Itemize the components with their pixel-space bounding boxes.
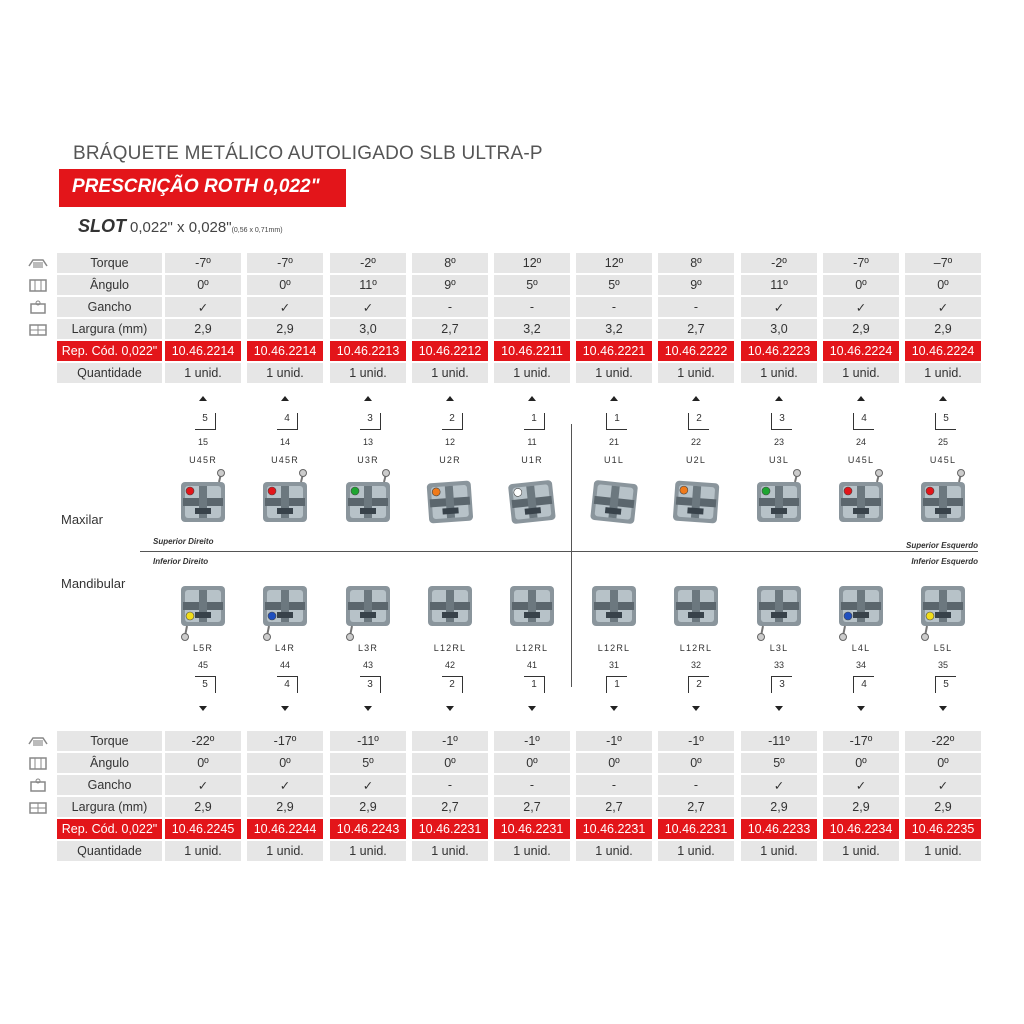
cell-gancho: - [494,297,570,317]
tooth-code: L4L [851,643,871,653]
tooth-quadrant-symbol: 2 [442,676,463,693]
cell-torque: -22º [165,731,241,751]
tooth-number: 33 [773,660,784,670]
cell-angulo: 5º [494,275,570,295]
cell-gancho: - [412,297,488,317]
tooth-number: 12 [444,437,455,447]
upper-bracket-24 [831,468,891,543]
cell-gancho: ✓ [823,775,899,795]
cell-largura: 3,2 [576,319,652,339]
tooth-number: 45 [197,660,208,670]
cell-largura: 2,7 [658,797,734,817]
vertical-divider [571,424,572,687]
arrow-up-icon [446,396,454,401]
cell-rep: 10.46.2212 [412,341,488,361]
slot-spec [78,216,283,237]
prescription-banner-text: PRESCRIÇÃO ROTH 0,022" [72,176,320,197]
cell-angulo: 0º [165,275,241,295]
tooth-code: U45L [929,455,957,465]
mandibular-label: Mandibular [61,576,126,591]
cell-rep: 10.46.2222 [658,341,734,361]
tooth-number: 21 [608,437,619,447]
tooth-number: 32 [690,660,701,670]
cell-quantidade: 1 unid. [247,841,323,861]
cell-rep: 10.46.2223 [741,341,817,361]
torque-icon [27,734,49,749]
cell-quantidade: 1 unid. [823,363,899,383]
row-label-quantidade: Quantidade [57,363,162,383]
cell-largura: 2,7 [658,319,734,339]
tooth-code: L4R [274,643,296,653]
tooth-quadrant-symbol: 4 [277,676,298,693]
tooth-code: U2L [685,455,707,465]
arrow-down-icon [199,706,207,711]
tooth-number: 22 [690,437,701,447]
tooth-quadrant-symbol: 1 [524,413,545,430]
cell-largura: 2,7 [412,319,488,339]
prescription-banner [59,169,346,207]
cell-largura: 2,9 [905,797,981,817]
tooth-quadrant-symbol: 5 [935,676,956,693]
cell-angulo: 9º [412,275,488,295]
cell-torque: -1º [412,731,488,751]
row-label-angulo: Ângulo [57,753,162,773]
cell-quantidade: 1 unid. [823,841,899,861]
cell-largura: 2,7 [494,797,570,817]
cell-gancho: ✓ [165,775,241,795]
cell-quantidade: 1 unid. [494,841,570,861]
slot-value: 0,022" x 0,028" [130,219,232,236]
tooth-quadrant-symbol: 2 [442,413,463,430]
cell-angulo: 0º [247,753,323,773]
tooth-quadrant-symbol: 1 [606,413,627,430]
arrow-down-icon [610,706,618,711]
cell-largura: 2,9 [247,319,323,339]
lower-bracket-33 [749,572,809,647]
arrow-up-icon [610,396,618,401]
cell-largura: 2,9 [905,319,981,339]
cell-gancho: ✓ [823,297,899,317]
tooth-number: 41 [526,660,537,670]
cell-torque: -17º [823,731,899,751]
tooth-code: U3L [768,455,790,465]
cell-torque: -22º [905,731,981,751]
torque-icon [27,256,49,271]
hook-icon [27,300,49,315]
cell-quantidade: 1 unid. [165,841,241,861]
cell-quantidade: 1 unid. [658,841,734,861]
tooth-number: 11 [527,437,537,447]
cell-torque: -2º [741,253,817,273]
arrow-down-icon [775,706,783,711]
lower-bracket-42 [420,572,480,647]
tooth-number: 35 [937,660,948,670]
tooth-code: U45R [189,455,217,465]
cell-rep: 10.46.2234 [823,819,899,839]
hook-icon [27,778,49,793]
cell-gancho: - [412,775,488,795]
tooth-quadrant-symbol: 1 [606,676,627,693]
cell-largura: 2,7 [412,797,488,817]
row-label-largura: Largura (mm) [57,319,162,339]
cell-quantidade: 1 unid. [576,841,652,861]
cell-angulo: 5º [330,753,406,773]
upper-bracket-22 [666,468,726,543]
cell-gancho: ✓ [905,297,981,317]
cell-quantidade: 1 unid. [165,363,241,383]
tooth-code: L3L [769,643,789,653]
row-label-torque: Torque [57,731,162,751]
cell-rep: 10.46.2221 [576,341,652,361]
cell-angulo: 0º [412,753,488,773]
quadrant-superior-esquerdo: Superior Esquerdo [905,541,978,550]
tooth-code: U2R [439,455,461,465]
slot-mm: (0,56 x 0,71mm) [231,227,283,234]
row-label-gancho: Gancho [57,775,162,795]
tooth-code: U3R [357,455,379,465]
cell-gancho: ✓ [247,297,323,317]
cell-quantidade: 1 unid. [741,841,817,861]
cell-quantidade: 1 unid. [330,841,406,861]
cell-torque: –7º [905,253,981,273]
quadrant-inferior-esquerdo: Inferior Esquerdo [911,557,978,566]
cell-angulo: 0º [905,275,981,295]
tooth-code: L5L [933,643,953,653]
tooth-code: L5R [192,643,214,653]
row-label-gancho: Gancho [57,297,162,317]
arrow-down-icon [446,706,454,711]
lower-bracket-45 [173,572,233,647]
row-label-rep: Rep. Cód. 0,022" [57,341,162,361]
cell-torque: -1º [494,731,570,751]
tooth-quadrant-symbol: 2 [688,413,709,430]
cell-angulo: 0º [494,753,570,773]
maxilar-label: Maxilar [61,512,103,527]
cell-largura: 3,0 [330,319,406,339]
row-label-largura: Largura (mm) [57,797,162,817]
tooth-number: 15 [197,437,208,447]
tooth-quadrant-symbol: 4 [853,413,874,430]
lower-bracket-41 [502,572,562,647]
cell-rep: 10.46.2231 [494,819,570,839]
tooth-number: 34 [855,660,866,670]
quadrant-inferior-direito: Inferior Direito [153,557,209,566]
arrow-down-icon [939,706,947,711]
cell-rep: 10.46.2233 [741,819,817,839]
cell-angulo: 11º [330,275,406,295]
cell-largura: 2,9 [741,797,817,817]
cell-largura: 2,7 [576,797,652,817]
lower-bracket-32 [666,572,726,647]
tooth-code: L3R [357,643,379,653]
cell-torque: -7º [165,253,241,273]
tooth-code: U1R [521,455,543,465]
cell-rep: 10.46.2231 [658,819,734,839]
cell-torque: -2º [330,253,406,273]
upper-bracket-25 [913,468,973,543]
tooth-number: 42 [444,660,455,670]
cell-gancho: ✓ [905,775,981,795]
cell-largura: 2,9 [165,319,241,339]
cell-quantidade: 1 unid. [412,841,488,861]
tooth-quadrant-symbol: 4 [853,676,874,693]
tooth-quadrant-symbol: 5 [195,676,216,693]
cell-torque: -7º [247,253,323,273]
cell-angulo: 0º [247,275,323,295]
tooth-number: 43 [362,660,373,670]
cell-torque: 8º [658,253,734,273]
tooth-quadrant-symbol: 3 [360,413,381,430]
cell-gancho: - [494,775,570,795]
arrow-up-icon [199,396,207,401]
cell-gancho: - [576,775,652,795]
tooth-quadrant-symbol: 3 [360,676,381,693]
upper-bracket-15 [173,468,233,543]
tooth-number: 44 [279,660,290,670]
cell-rep: 10.46.2243 [330,819,406,839]
cell-torque: -1º [658,731,734,751]
tooth-quadrant-symbol: 5 [195,413,216,430]
cell-quantidade: 1 unid. [905,841,981,861]
cell-rep: 10.46.2224 [905,341,981,361]
cell-rep: 10.46.2245 [165,819,241,839]
cell-angulo: 5º [576,275,652,295]
upper-bracket-13 [338,468,398,543]
page-title: BRÁQUETE METÁLICO AUTOLIGADO SLB ULTRA-P [73,143,543,164]
tooth-code: L12RL [433,643,467,653]
cell-angulo: 0º [823,753,899,773]
cell-gancho: ✓ [330,775,406,795]
angle-icon [27,756,49,771]
cell-angulo: 9º [658,275,734,295]
tooth-code: U1L [603,455,625,465]
cell-angulo: 5º [741,753,817,773]
arrow-up-icon [692,396,700,401]
cell-gancho: - [576,297,652,317]
arrow-up-icon [364,396,372,401]
cell-rep: 10.46.2231 [412,819,488,839]
cell-largura: 2,9 [247,797,323,817]
cell-largura: 2,9 [823,319,899,339]
cell-largura: 2,9 [330,797,406,817]
tooth-code: L12RL [597,643,631,653]
cell-torque: -11º [741,731,817,751]
cell-quantidade: 1 unid. [412,363,488,383]
arrow-down-icon [528,706,536,711]
cell-quantidade: 1 unid. [658,363,734,383]
upper-bracket-14 [255,468,315,543]
cell-largura: 3,0 [741,319,817,339]
cell-angulo: 0º [576,753,652,773]
cell-angulo: 11º [741,275,817,295]
tooth-code: U45L [847,455,875,465]
quadrant-superior-direito: Superior Direito [153,537,214,546]
cell-quantidade: 1 unid. [905,363,981,383]
tooth-quadrant-symbol: 1 [524,676,545,693]
cell-gancho: ✓ [247,775,323,795]
upper-bracket-12 [420,468,480,543]
cell-angulo: 0º [823,275,899,295]
cell-gancho: ✓ [741,775,817,795]
cell-rep: 10.46.2231 [576,819,652,839]
cell-largura: 2,9 [165,797,241,817]
cell-quantidade: 1 unid. [494,363,570,383]
tooth-number: 13 [362,437,373,447]
lower-bracket-44 [255,572,315,647]
cell-angulo: 0º [658,753,734,773]
tooth-number: 14 [279,437,290,447]
cell-rep: 10.46.2213 [330,341,406,361]
cell-rep: 10.46.2235 [905,819,981,839]
cell-quantidade: 1 unid. [741,363,817,383]
arrow-down-icon [857,706,865,711]
cell-torque: -11º [330,731,406,751]
cell-torque: 12º [494,253,570,273]
cell-gancho: - [658,775,734,795]
row-label-quantidade: Quantidade [57,841,162,861]
tooth-quadrant-symbol: 2 [688,676,709,693]
cell-rep: 10.46.2214 [247,341,323,361]
width-icon [27,322,49,337]
arrow-up-icon [528,396,536,401]
arrow-down-icon [364,706,372,711]
arrow-up-icon [939,396,947,401]
row-label-torque: Torque [57,253,162,273]
tooth-code: U45R [271,455,299,465]
cell-gancho: - [658,297,734,317]
arrow-down-icon [281,706,289,711]
cell-gancho: ✓ [165,297,241,317]
tooth-number: 31 [608,660,619,670]
cell-rep: 10.46.2224 [823,341,899,361]
tooth-code: L12RL [679,643,713,653]
width-icon [27,800,49,815]
lower-bracket-43 [338,572,398,647]
lower-bracket-31 [584,572,644,647]
cell-gancho: ✓ [330,297,406,317]
cell-gancho: ✓ [741,297,817,317]
tooth-number: 24 [855,437,866,447]
tooth-code: L12RL [515,643,549,653]
lower-bracket-34 [831,572,891,647]
cell-torque: -7º [823,253,899,273]
tooth-number: 25 [937,437,948,447]
cell-torque: 8º [412,253,488,273]
angle-icon [27,278,49,293]
cell-quantidade: 1 unid. [576,363,652,383]
upper-bracket-21 [584,468,644,543]
cell-rep: 10.46.2214 [165,341,241,361]
cell-angulo: 0º [905,753,981,773]
slot-label: SLOT [78,216,126,236]
cell-rep: 10.46.2244 [247,819,323,839]
row-label-rep: Rep. Cód. 0,022" [57,819,162,839]
cell-quantidade: 1 unid. [247,363,323,383]
tooth-quadrant-symbol: 3 [771,676,792,693]
cell-torque: -1º [576,731,652,751]
cell-largura: 2,9 [823,797,899,817]
upper-bracket-23 [749,468,809,543]
tooth-quadrant-symbol: 5 [935,413,956,430]
arrow-up-icon [857,396,865,401]
tooth-number: 23 [773,437,784,447]
arrow-up-icon [775,396,783,401]
cell-rep: 10.46.2211 [494,341,570,361]
tooth-quadrant-symbol: 4 [277,413,298,430]
lower-bracket-35 [913,572,973,647]
row-label-angulo: Ângulo [57,275,162,295]
cell-largura: 3,2 [494,319,570,339]
cell-quantidade: 1 unid. [330,363,406,383]
cell-torque: -17º [247,731,323,751]
horizontal-divider [140,551,978,552]
arrow-down-icon [692,706,700,711]
tooth-quadrant-symbol: 3 [771,413,792,430]
arrow-up-icon [281,396,289,401]
cell-angulo: 0º [165,753,241,773]
cell-torque: 12º [576,253,652,273]
upper-bracket-11 [502,468,562,543]
